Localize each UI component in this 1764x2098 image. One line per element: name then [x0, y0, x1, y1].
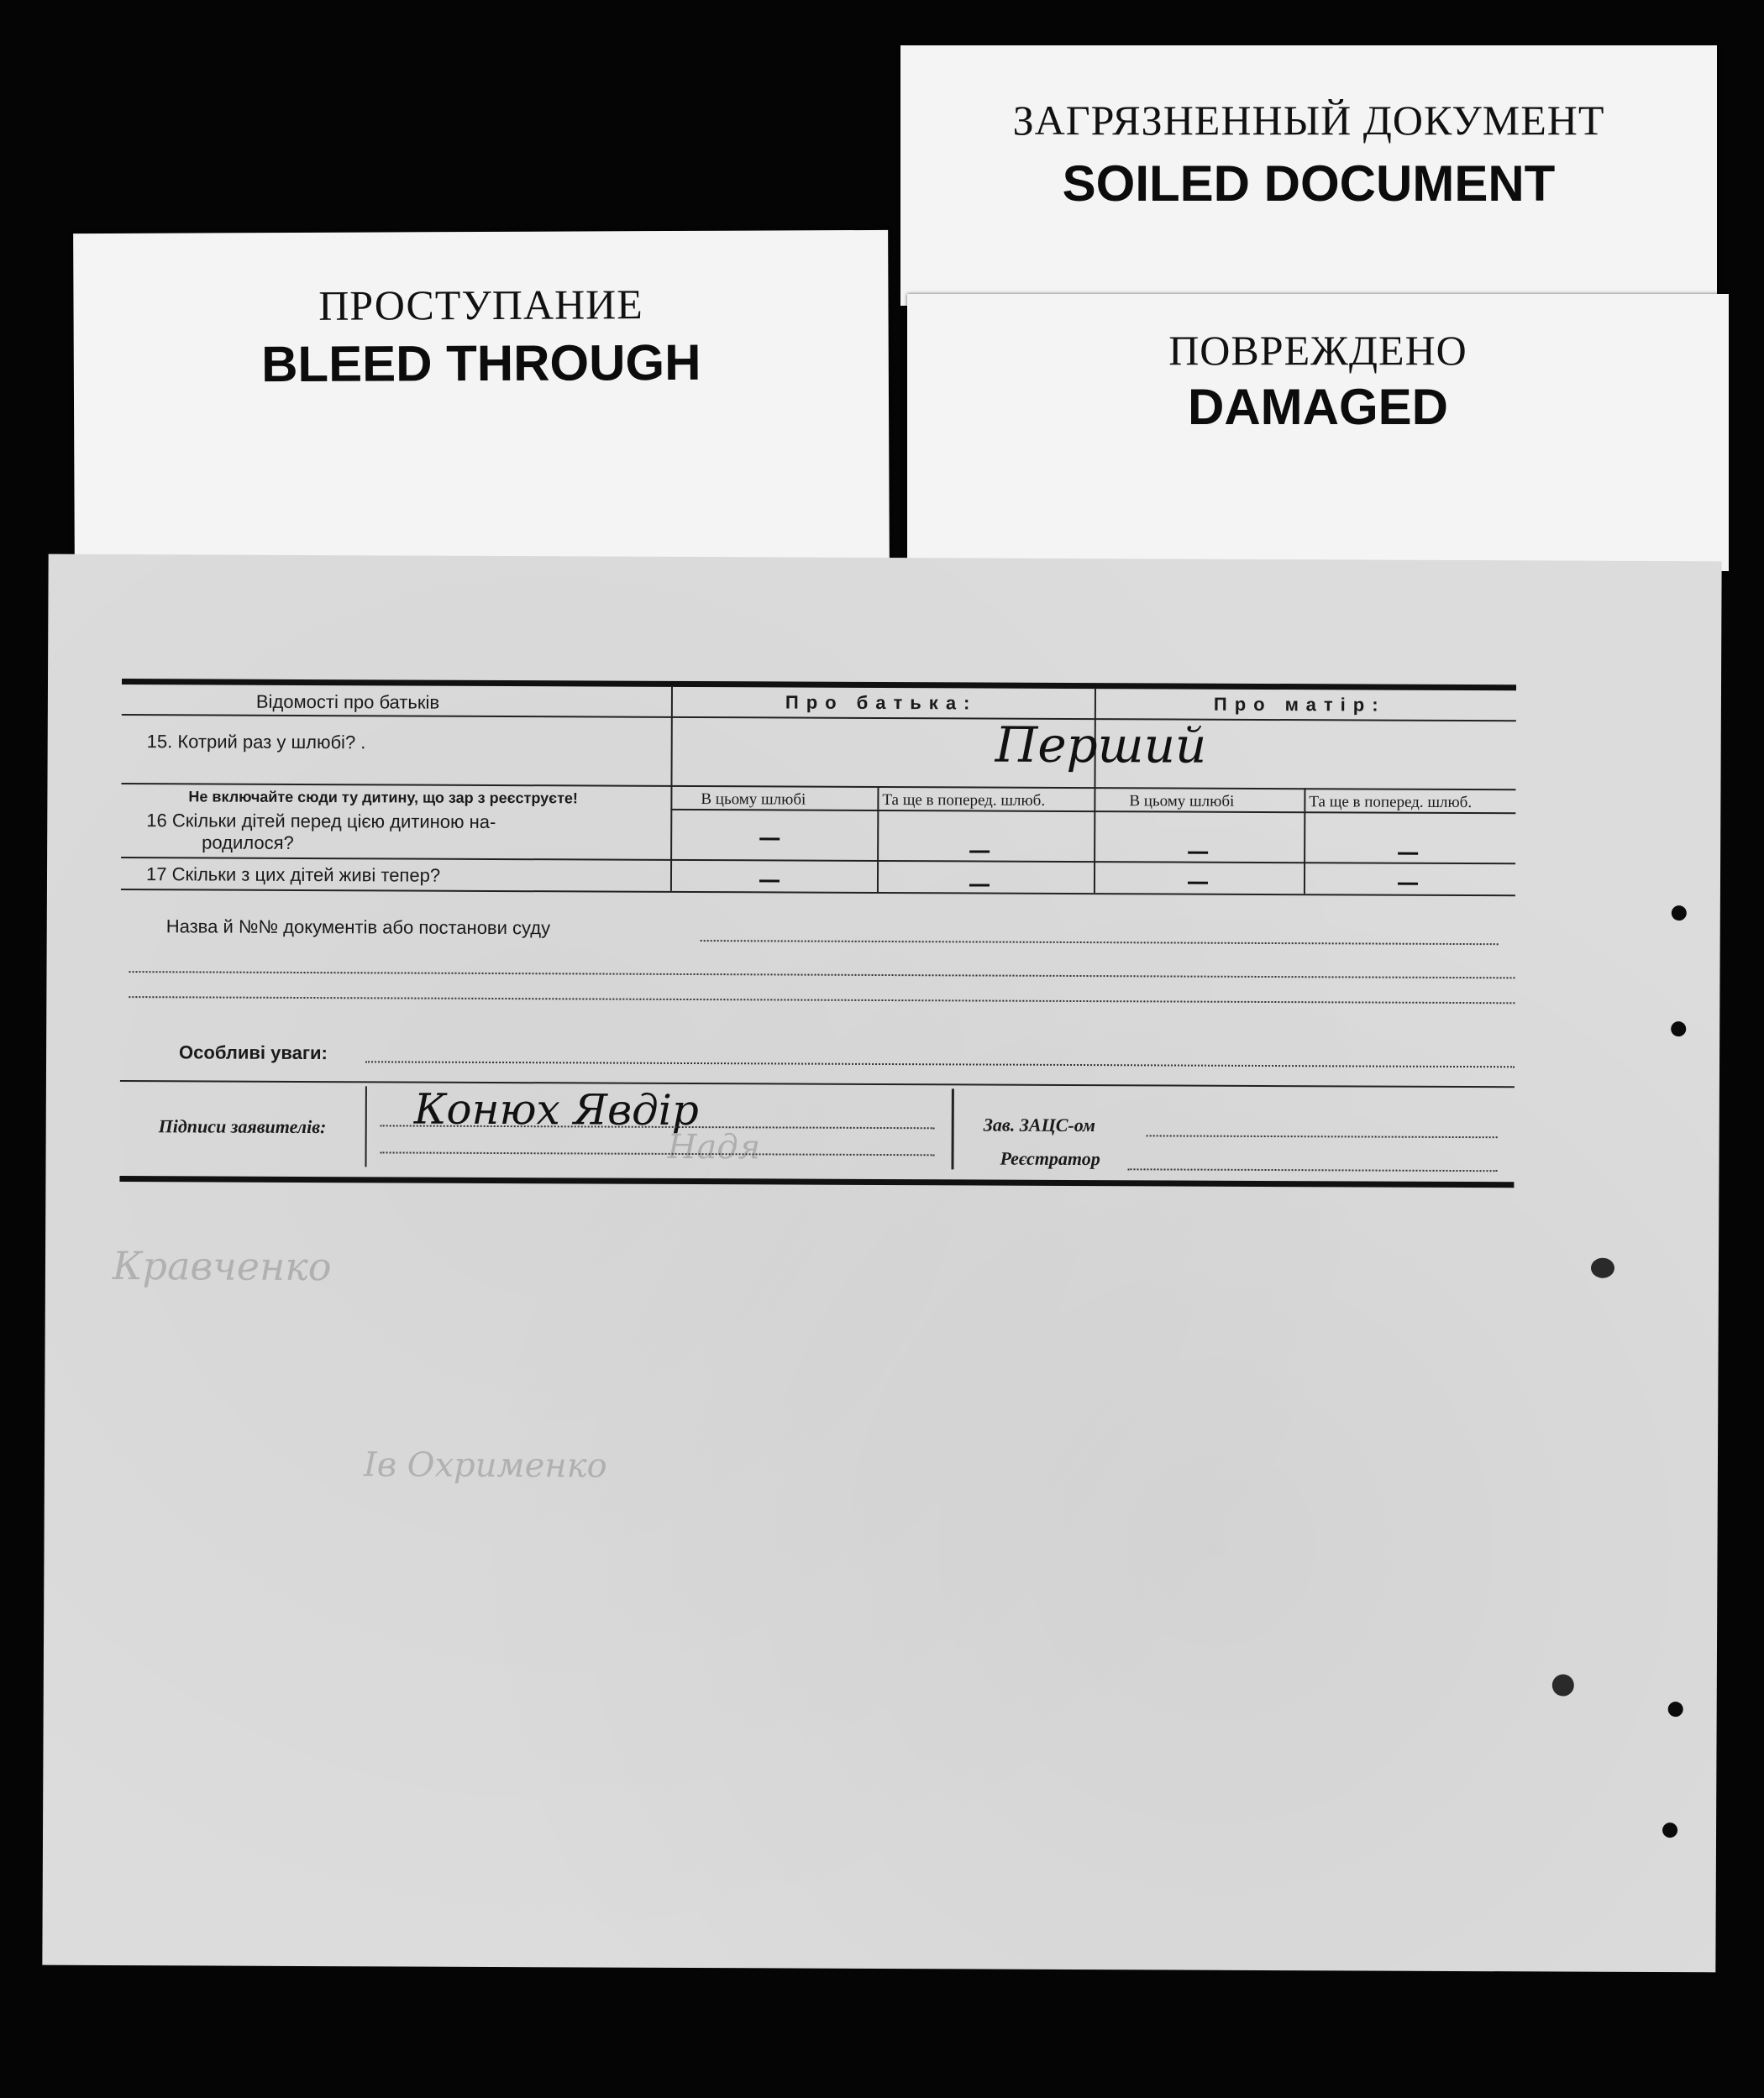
q17-father-prev-dash — [969, 884, 990, 886]
subheader-father-this-marriage: В цьому шлюбі — [701, 790, 806, 809]
q16-label-line1: 16 Скільки дітей перед цією дитиною на- — [146, 810, 496, 832]
q16-father-this-dash — [759, 837, 780, 840]
soiled-card-en-label: SOILED DOCUMENT — [1062, 155, 1556, 212]
header-parents-info: Відомості про батьків — [255, 690, 440, 713]
damaged-card — [907, 294, 1729, 571]
registrar-line — [1127, 1168, 1497, 1172]
q16-father-prev-dash — [969, 850, 990, 852]
damaged-card-ru-label: ПОВРЕЖДЕНО — [1168, 327, 1467, 374]
remarks-line — [365, 1061, 1515, 1067]
punch-hole — [1671, 1021, 1686, 1036]
bleed-mark: Надя — [667, 1127, 761, 1167]
header-father: Про батька: — [785, 691, 978, 714]
row-rule — [121, 889, 1515, 896]
bleed-mark: Кравченко — [112, 1243, 332, 1290]
signatures-label: Підписи заявителів: — [158, 1115, 327, 1138]
header-mother: Про матір: — [1213, 693, 1386, 716]
bleed-through-card — [73, 230, 890, 569]
subheader-mother-this-marriage: В цьому шлюбі — [1129, 792, 1235, 810]
head-line — [1147, 1135, 1498, 1138]
q17-mother-this-dash — [1188, 882, 1208, 884]
form-page — [42, 554, 1721, 1973]
documents-line — [129, 971, 1515, 978]
bleed-mark: Ів Охрименко — [363, 1445, 607, 1486]
subheader-mother-previous: Та ще в поперед. шлюб. — [1309, 793, 1473, 812]
signature-divider — [951, 1088, 953, 1169]
q17-label: 17 Скільки з цих дітей живі тепер? — [145, 863, 441, 886]
row-rule — [121, 857, 1515, 864]
damaged-card-en-label: DAMAGED — [1188, 379, 1448, 435]
remarks-rule — [120, 1080, 1515, 1088]
q15-label: 15. Котрий раз у шлюбі? . — [146, 731, 366, 753]
punch-hole — [1662, 1823, 1677, 1838]
signature-divider — [365, 1086, 366, 1167]
documents-line — [129, 996, 1515, 1004]
bleed-card-en-label: BLEED THROUGH — [260, 333, 701, 393]
q15-answer: Перший — [995, 716, 1207, 774]
q16-mother-this-dash — [1188, 852, 1208, 854]
q16-mother-prev-dash — [1398, 852, 1418, 855]
bottom-rule — [119, 1176, 1514, 1188]
subheader-father-previous: Та ще в поперед. шлюб. — [882, 790, 1046, 810]
q16-note: Не включайте сюди ту дитину, що зар з реєструєте! — [188, 788, 578, 807]
soiled-document-card — [900, 45, 1717, 306]
q16-label-line2: родилося? — [202, 831, 294, 853]
remarks-label: Особливі уваги: — [179, 1041, 328, 1064]
damage-hole — [1552, 1674, 1574, 1696]
head-of-registry-label: Зав. ЗАЦС-ом — [983, 1114, 1096, 1136]
punch-hole — [1672, 905, 1687, 920]
documents-label: Назва й №№ документів або постанови суду — [165, 915, 551, 939]
subcolumn-divider — [877, 786, 879, 892]
top-rule — [122, 679, 1516, 690]
q17-father-this-dash — [759, 879, 780, 882]
applicant-signature: Конюх Явдір — [413, 1084, 699, 1136]
documents-line — [701, 940, 1499, 945]
soiled-card-ru-label: ЗАГРЯЗНЕННЫЙ ДОКУМЕНТ — [1012, 97, 1605, 144]
subcolumn-divider — [1304, 788, 1306, 894]
registrar-label: Реєстратор — [1000, 1147, 1100, 1170]
bleed-card-ru-label: ПРОСТУПАНИЕ — [318, 281, 643, 329]
punch-hole — [1668, 1702, 1683, 1717]
damage-hole — [1591, 1258, 1614, 1278]
q17-mother-prev-dash — [1398, 883, 1418, 885]
signature-line — [381, 1151, 935, 1156]
